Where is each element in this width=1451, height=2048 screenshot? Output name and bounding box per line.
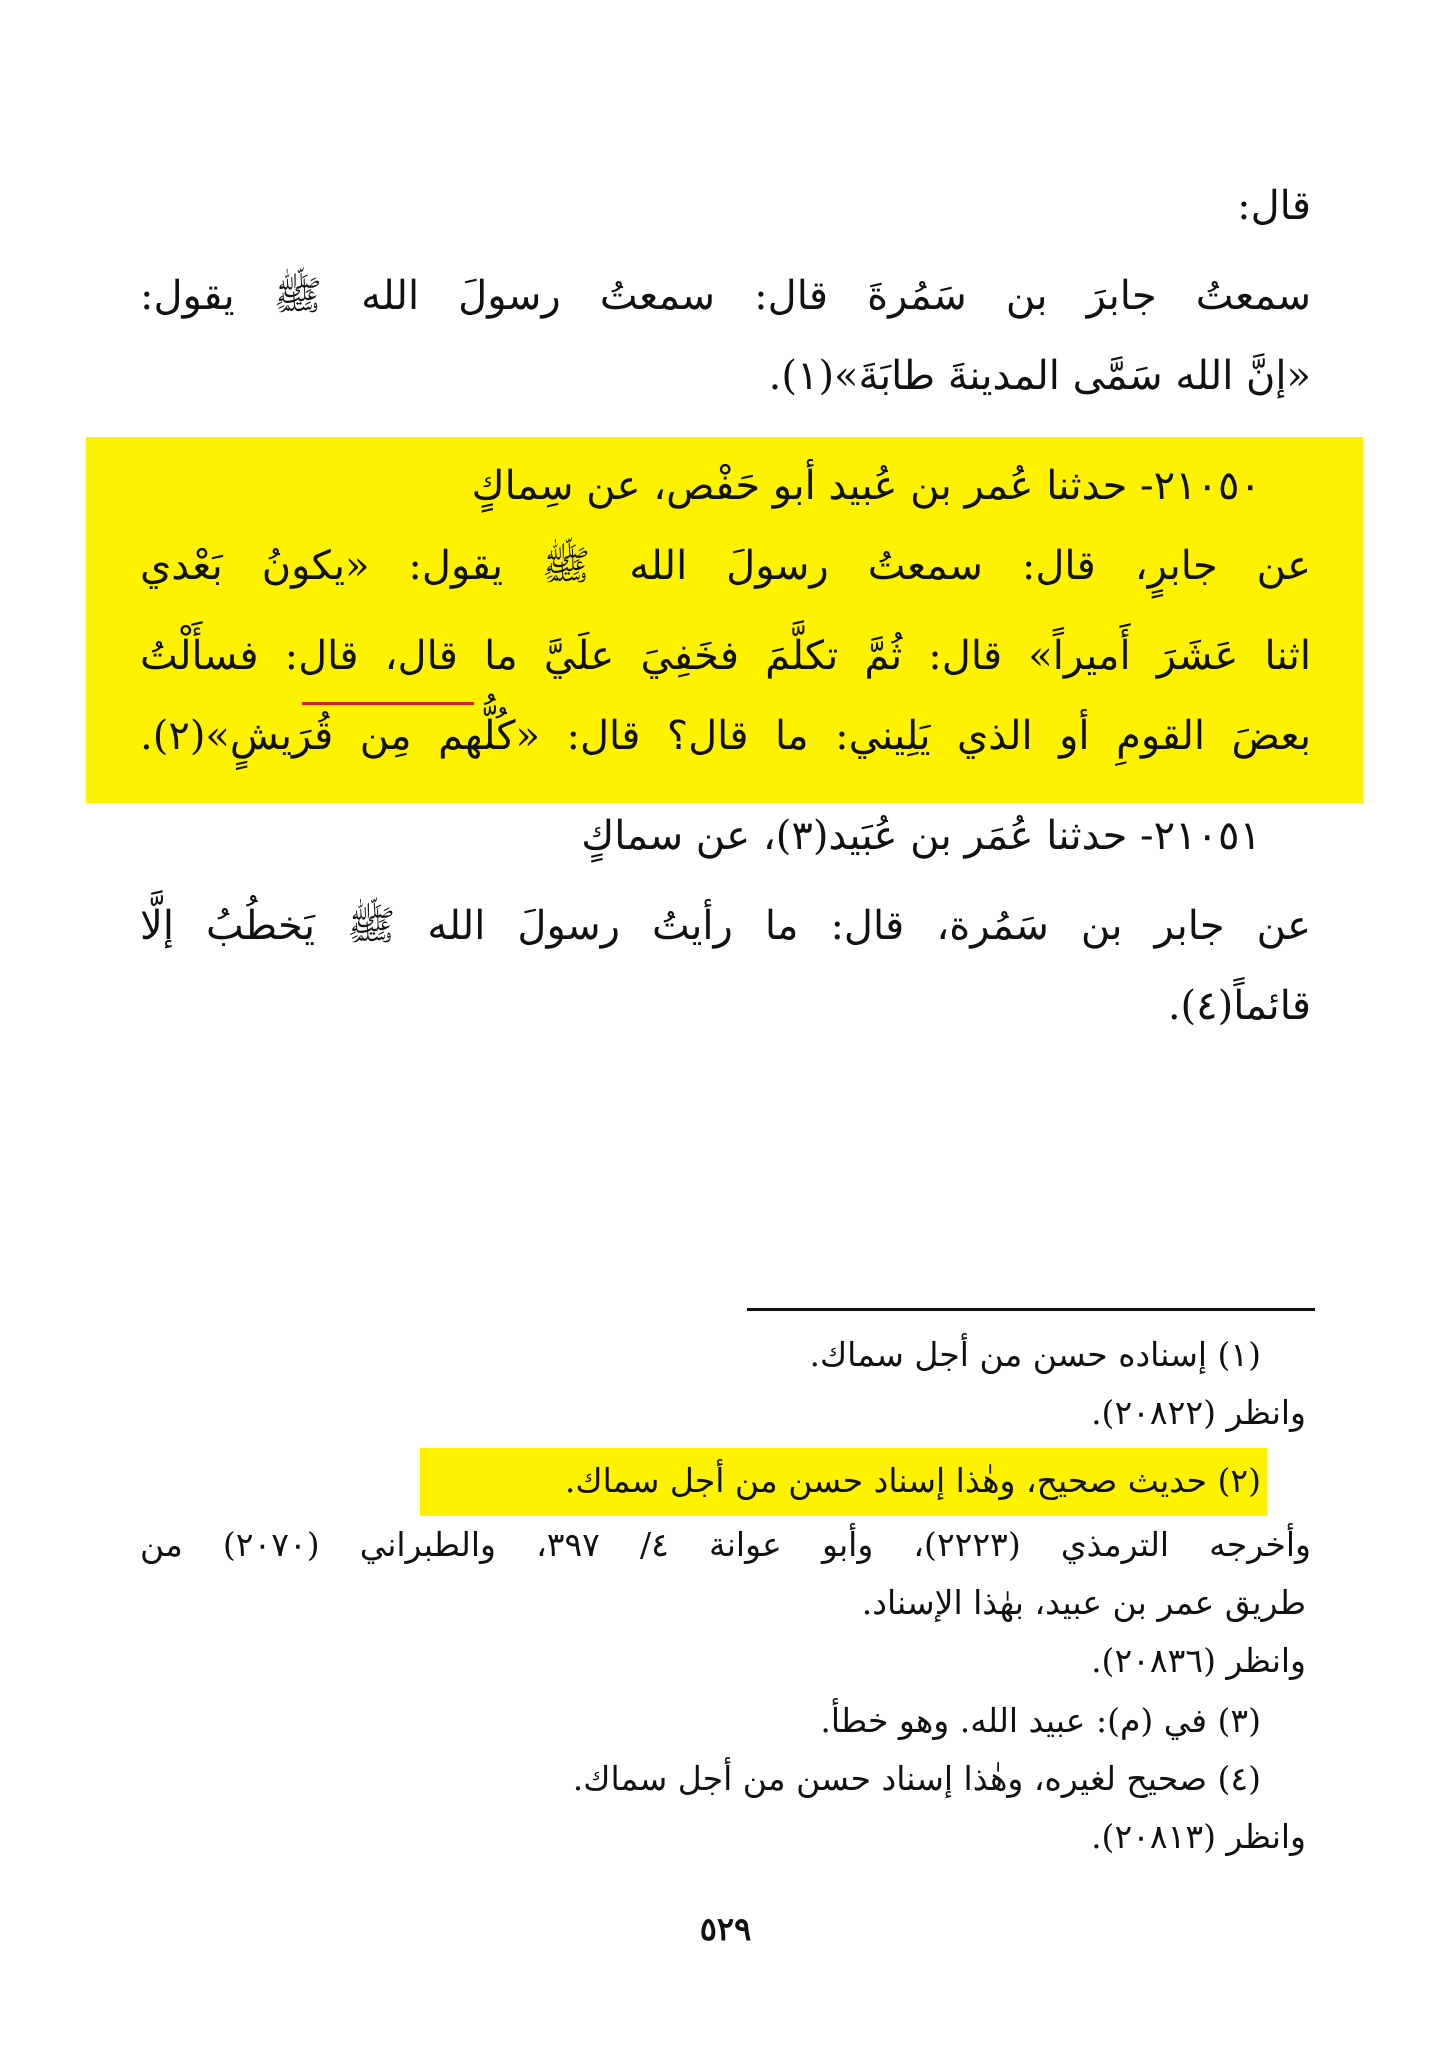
footnote-line: (١) إسناده حسن من أجل سماك. [809, 1335, 1261, 1374]
footnote-line: (٤) صحيح لغيره، وهٰذا إسناد حسن من أجل سماك. [572, 1759, 1261, 1798]
text-line: قائماً(٤). [1167, 983, 1311, 1029]
text-line: عن جابرٍ، قال: سمعتُ رسولَ الله ﷺ يقول: «يكونُ بَعْدي [140, 543, 1311, 589]
footnote-line: (٢) حديث صحيح، وهٰذا إسناد حسن من أجل سماك. [564, 1461, 1261, 1500]
page-number: ٥٢٩ [699, 1910, 752, 1948]
footnote-line: (٣) في (م): عبيد الله. وهو خطأ. [820, 1701, 1261, 1740]
text-line: عن جابر بن سَمُرة، قال: ما رأيتُ رسولَ الله ﷺ يَخطُبُ إلَّا [140, 903, 1311, 949]
hadith-number-line: ٢١٠٥١- حدثنا عُمَر بن عُبَيد(٣)، عن سماكٍ [581, 813, 1261, 859]
footnote-line: طريق عمر بن عبيد، بهٰذا الإسناد. [861, 1583, 1306, 1622]
footnote-line: وانظر (٢٠٨٣٦). [1091, 1641, 1306, 1680]
text-line: «إنَّ الله سَمَّى المدينةَ طابَةَ»(١). [768, 353, 1311, 399]
footnote-line: وأخرجه الترمذي (٢٢٢٣)، وأبو عوانة ٤/ ٣٩٧، والطبراني (٢٠٧٠) من [140, 1525, 1311, 1564]
hadith-number-line: ٢١٠٥٠- حدثنا عُمر بن عُبيد أبو حَفْص، عن سِماكٍ [471, 463, 1261, 509]
footnote-line: وانظر (٢٠٨٢٢). [1091, 1393, 1306, 1432]
text-line: قال: [1237, 183, 1311, 229]
text-line: سمعتُ جابرَ بن سَمُرةَ قال: سمعتُ رسولَ الله ﷺ يقول: [140, 273, 1311, 319]
red-underline [302, 702, 474, 705]
text-line: بعضَ القومِ أو الذي يَلِيني: ما قال؟ قال: «كُلُّهم مِن قُرَيشٍ»(٢). [140, 713, 1311, 759]
text-line: اثنا عَشَرَ أَميراً» قال: ثُمَّ تكلَّمَ فخَفِيَ علَيَّ ما قال، قال: فسأَلْتُ [140, 633, 1311, 679]
footnote-separator [747, 1308, 1315, 1311]
footnote-line: وانظر (٢٠٨١٣). [1091, 1817, 1306, 1856]
